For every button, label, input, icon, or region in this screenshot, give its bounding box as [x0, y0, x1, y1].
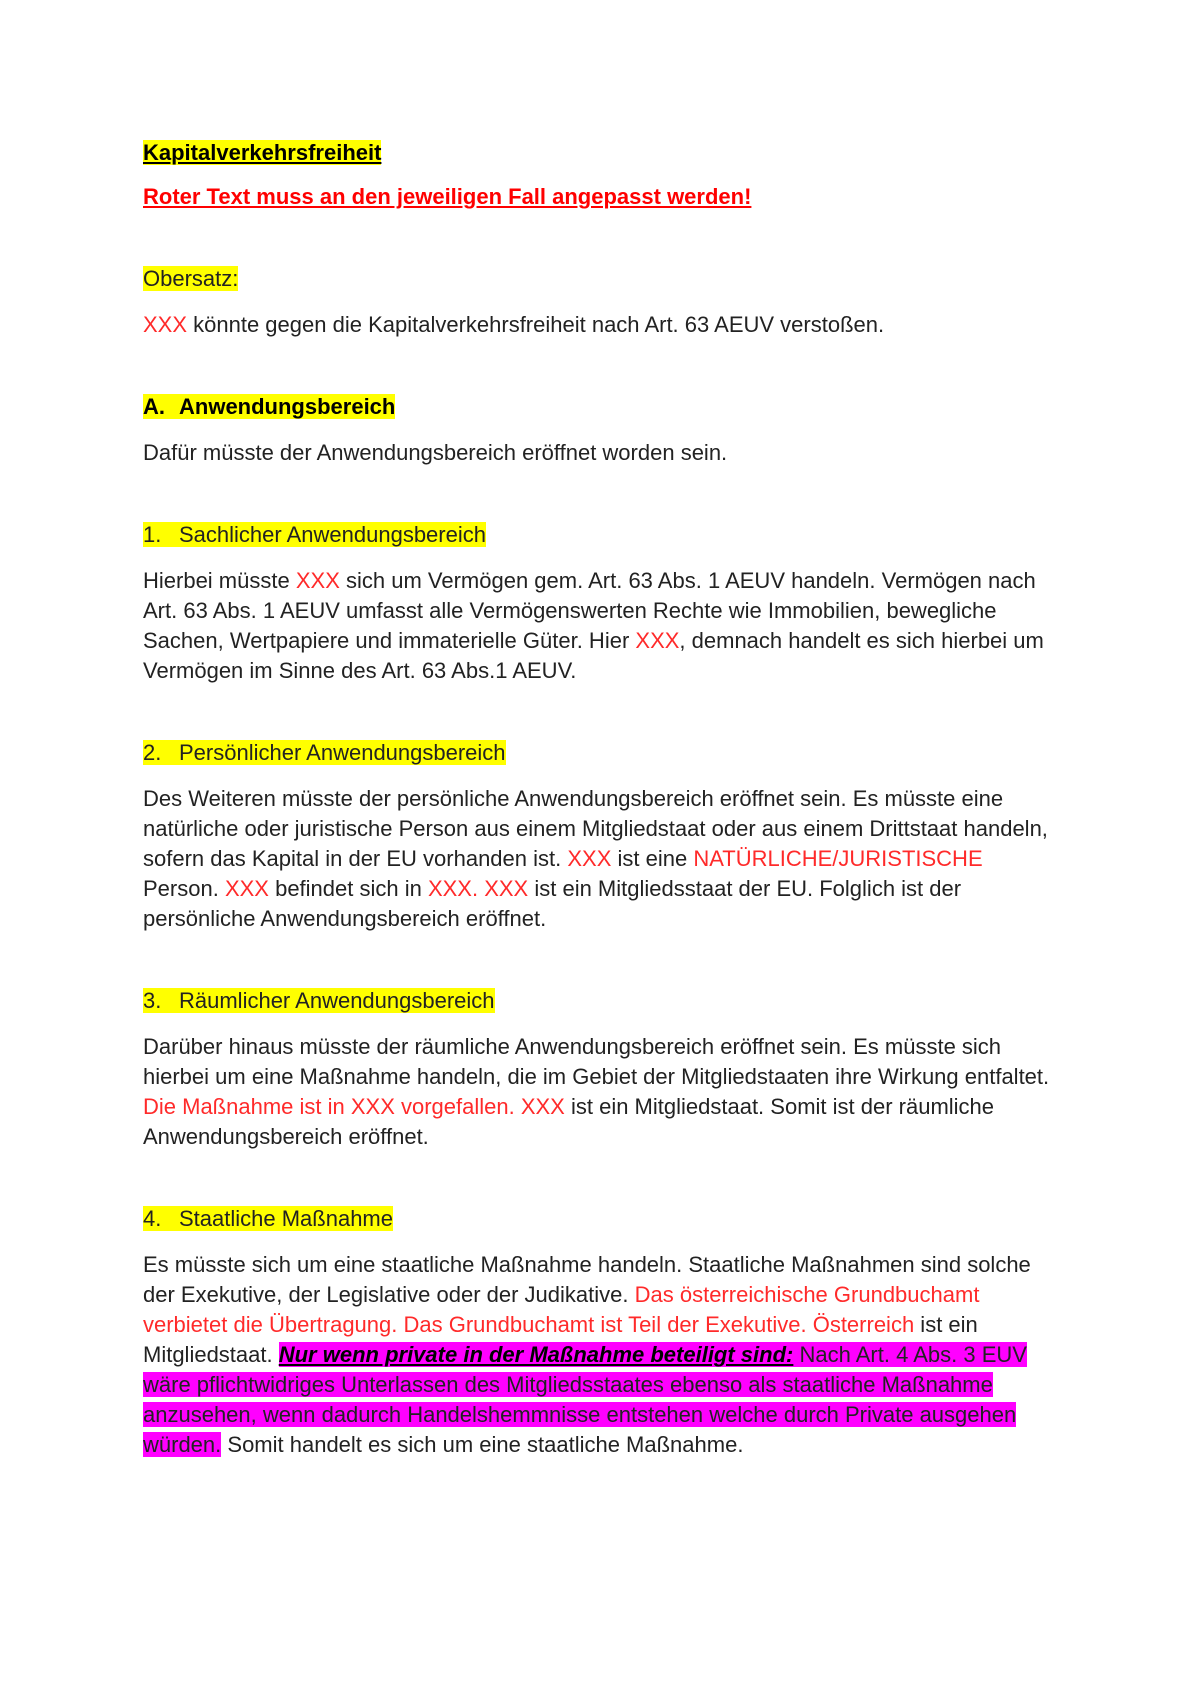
document-title-text: Kapitalverkehrsfreiheit	[143, 140, 382, 165]
section-a-paragraph: Dafür müsste der Anwendungsbereich eröffnet worden sein.	[143, 440, 728, 465]
section-4-paragraph	[143, 1250, 1063, 1460]
section-2-paragraph	[143, 784, 1063, 934]
placeholder-text: Die Maßnahme ist in XXX vorgefallen. XXX	[143, 1094, 565, 1119]
section-a-heading-highlight	[143, 394, 395, 419]
section-4-number: 4.	[143, 1206, 162, 1231]
placeholder-text: NATÜRLICHE/JURISTISCHE	[693, 846, 983, 871]
section-2-number: 2.	[143, 740, 162, 765]
placeholder-text: XXX. XXX	[427, 876, 529, 901]
section-1-number: 1.	[143, 522, 162, 547]
paragraph-text: könnte gegen die Kapitalverkehrsfreiheit nach Art. 63 AEUV verstoßen.	[187, 312, 885, 337]
document-subtitle: Roter Text muss an den jeweiligen Fall angepasst werden!	[143, 184, 752, 209]
obersatz-paragraph	[143, 310, 1063, 340]
placeholder-text: XXX	[635, 628, 680, 653]
paragraph-text: ist ein Mitgliedstaat. Somit ist der räumliche Anwendungsbereich eröffnet.	[143, 1094, 995, 1149]
paragraph-text: Hierbei müsste	[143, 568, 296, 593]
paragraph-text: befindet sich in	[268, 876, 428, 901]
obersatz-label-text: Obersatz:	[143, 266, 239, 291]
paragraph-text: , demnach handelt es sich hierbei um Vermögen im Sinne des Art. 63 Abs.1 AEUV.	[143, 628, 1044, 683]
section-1-heading	[143, 520, 1063, 550]
section-4-title: Staatliche Maßnahme	[179, 1206, 393, 1231]
paragraph-text: sich um Vermögen gem. Art. 63 Abs. 1 AEUV handeln. Vermögen nach Art. 63 Abs. 1 AEUV umfasst alle Vermögenswerten Rechte wie Immobilien, bewegliche Sachen, Wertpapiere und immaterielle Güter. Hier	[143, 568, 1036, 653]
section-1-paragraph	[143, 566, 1063, 686]
section-a-title: Anwendungsbereich	[179, 394, 396, 419]
section-4-heading	[143, 1204, 1063, 1234]
section-a-letter: A.	[143, 394, 165, 419]
paragraph-text: ist eine	[611, 846, 694, 871]
private-parties-condition: Nur wenn private in der Maßnahme beteiligt sind:	[278, 1342, 794, 1367]
obersatz-label	[143, 264, 1063, 294]
section-2-heading-highlight	[143, 740, 506, 765]
section-2-heading	[143, 738, 1063, 768]
section-3-paragraph	[143, 1032, 1063, 1152]
section-2-title: Persönlicher Anwendungsbereich	[179, 740, 506, 765]
private-parties-text: Nach Art. 4 Abs. 3 EUV wäre pflichtwidriges Unterlassen des Mitgliedsstaates ebenso als staatliche Maßnahme anzusehen, wenn dadurch Handelshemmnisse entstehen welche durch Private ausgehen würden.	[143, 1342, 1027, 1457]
paragraph-text: Darüber hinaus müsste der räumliche Anwendungsbereich eröffnet sein. Es müsste sich hierbei um eine Maßnahme handeln, die im Gebiet der Mitgliedstaaten ihre Wirkung entfaltet.	[143, 1034, 1050, 1089]
section-3-title: Räumlicher Anwendungsbereich	[179, 988, 495, 1013]
placeholder-text: XXX	[143, 312, 188, 337]
section-1-title: Sachlicher Anwendungsbereich	[179, 522, 486, 547]
section-3-number: 3.	[143, 988, 162, 1013]
paragraph-text: Des Weiteren müsste der persönliche Anwendungsbereich eröffnet sein. Es müsste eine natürliche oder juristische Person aus einem Mitgliedstaat oder aus einem Drittstaat handeln, sofern das Kapital in der EU vorhanden ist.	[143, 786, 1048, 871]
placeholder-text: Das österreichische Grundbuchamt verbietet die Übertragung. Das Grundbuchamt ist Teil der Exekutive. Österreich	[143, 1282, 980, 1337]
placeholder-text: XXX	[224, 876, 269, 901]
section-a-heading	[143, 392, 1063, 422]
section-1-heading-highlight	[143, 522, 486, 547]
section-4-heading-highlight	[143, 1206, 393, 1231]
paragraph-text: Somit handelt es sich um eine staatliche Maßnahme.	[221, 1432, 744, 1457]
placeholder-text: XXX	[295, 568, 340, 593]
document-page	[143, 138, 1063, 1460]
section-3-heading	[143, 986, 1063, 1016]
document-title	[143, 138, 1063, 168]
paragraph-text: Person.	[143, 876, 225, 901]
paragraph-text: Es müsste sich um eine staatliche Maßnahme handeln. Staatliche Maßnahmen sind solche der Exekutive, der Legislative oder der Judikative.	[143, 1252, 1031, 1307]
placeholder-text: XXX	[567, 846, 612, 871]
section-3-heading-highlight	[143, 988, 495, 1013]
paragraph-text: ist ein Mitgliedsstaat der EU. Folglich ist der persönliche Anwendungsbereich eröffnet.	[143, 876, 962, 931]
paragraph-text: ist ein Mitgliedstaat.	[143, 1312, 978, 1367]
